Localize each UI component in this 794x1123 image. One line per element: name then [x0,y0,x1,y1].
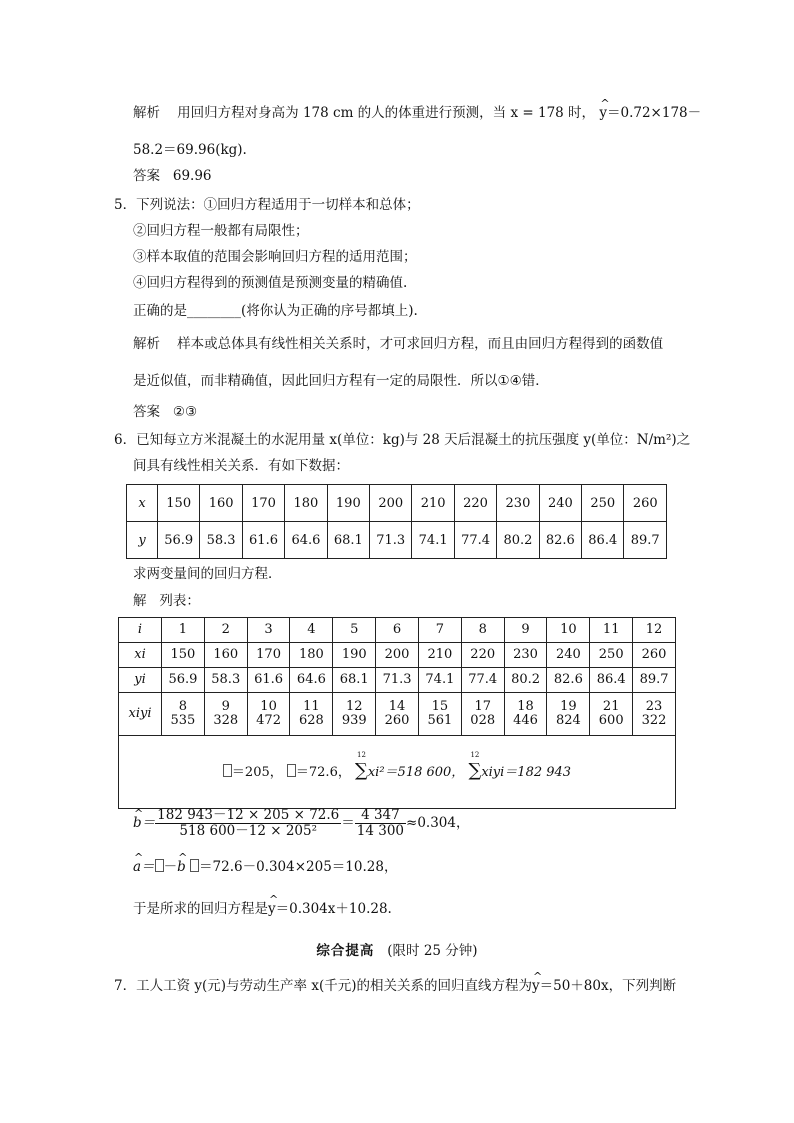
q7-number: 7． [114,978,137,994]
q5-option-3: ③样本取值的范围会影响回归方程的适用范围； [133,249,417,265]
x-cell: 190 [327,485,369,522]
table-row-xi [119,643,676,668]
yi-cell: 80.2 [504,668,547,693]
yi-cell: 58.3 [204,668,247,693]
y-cell: 80.2 [497,522,539,559]
yi-cell: 77.4 [461,668,504,693]
q5-stem-text: 下列说法：①回归方程适用于一切样本和总体； [136,197,420,213]
section-note: (限时 25 分钟) [387,943,478,959]
q4-analysis-line1 [133,104,701,122]
xi-cell: 240 [547,643,590,668]
xi-cell: 170 [247,643,290,668]
xi-cell: 180 [290,643,333,668]
sum-symbol-xy: ∑ 12 [468,751,482,781]
y-cell: 74.1 [412,522,454,559]
q6-ask: 求两变量间的回归方程． [133,566,282,582]
xiyi-bottom: 322 [641,713,667,728]
q6-number: 6． [114,432,137,448]
summary-xbar: ＝205， [231,765,283,780]
conclusion-eq: ^ y＝0.304x＋10.28. [268,900,392,918]
xiyi-top: 10 [260,699,277,714]
i-cell: 11 [590,618,633,643]
answer-label: 答案 [133,404,160,420]
x-cell: 220 [454,485,496,522]
summary-ybar: ＝72.6， [295,765,351,780]
solution-intro-text: 列表： [159,593,200,609]
summary-cell [119,736,676,809]
xiyi-top: 8 [178,699,188,714]
y-cell: 82.6 [539,522,581,559]
y-cell: 58.3 [200,522,242,559]
yi-cell: 82.6 [547,668,590,693]
y-cell: 61.6 [242,522,284,559]
i-cell: 6 [376,618,419,643]
summary-sum-xy: xiyi＝182 943 [481,765,572,780]
x-cell: 230 [497,485,539,522]
q5-answer-value: ②③ [172,404,198,420]
x-header: x [127,485,158,522]
xi-cell: 150 [162,643,205,668]
i-cell: 10 [547,618,590,643]
q5-number: 5． [114,197,137,213]
y-cell: 86.4 [582,522,624,559]
xiyi-top: 21 [602,699,620,714]
xiyi-top: 23 [645,699,663,714]
q4-answer [133,167,212,185]
i-cell: 12 [633,618,676,643]
y-cell: 89.7 [624,522,667,559]
computation-table [118,617,676,809]
xbar-symbol [190,859,199,872]
xiyi-top: 14 [388,699,406,714]
i-cell: 5 [333,618,376,643]
yi-cell: 86.4 [590,668,633,693]
xiyi-cell [461,693,504,736]
a-formula: ^ a＝ －^ b ＝72.6－0.304×205＝10.28， [133,858,397,876]
yi-cell: 64.6 [290,668,333,693]
q6-stem-line1 [114,431,690,449]
yi-cell: 89.7 [633,668,676,693]
q6-stem-line2: 间具有线性相关关系．有如下数据： [133,458,349,474]
yi-cell: 68.1 [333,668,376,693]
y-cell: 68.1 [327,522,369,559]
analysis-label: 解析 [133,336,160,352]
xi-cell: 210 [418,643,461,668]
i-cell: 7 [418,618,461,643]
y-header: y [127,522,158,559]
xiyi-bottom: 028 [470,713,496,728]
xiyi-bottom: 535 [170,713,196,728]
q7-stem-text: 工人工资 y(元)与劳动生产率 x(千元)的相关关系的回归直线方程为 [136,978,532,994]
i-cell: 4 [290,618,333,643]
xiyi-cell [333,693,376,736]
q5-analysis-text1: 样本或总体具有线性相关关系时，才可求回归方程，而且由回归方程得到的函数值 [177,336,664,352]
a-lhs: ^ a＝ [133,858,155,876]
xiyi-header: xiyi [119,693,162,736]
xiyi-cell [376,693,419,736]
xi-header: xi [119,643,162,668]
x-cell: 250 [582,485,624,522]
xiyi-cell [418,693,461,736]
table-row-xiyi [119,693,676,736]
a-rest: ＝72.6－0.304×205＝10.28， [199,859,398,875]
yi-cell: 61.6 [247,668,290,693]
b-symbol: ^ b [177,858,186,876]
xiyi-cell [290,693,333,736]
xi-cell: 250 [590,643,633,668]
xiyi-cell [633,693,676,736]
b-fraction-2: $\frac{4 347}{14 300}$ [356,807,405,839]
q6-solution-intro [133,592,200,610]
b-lhs: ^ b＝ [133,814,155,832]
q4-answer-value: 69.96 [172,168,212,184]
table-row-yi [119,668,676,693]
q5-option-2: ②回归方程一般都有局限性； [133,223,309,239]
xiyi-bottom: 328 [213,713,239,728]
xiyi-bottom: 939 [341,713,367,728]
q4-text-part1: 用回归方程对身高为 178 cm 的人的体重进行预测，当 [177,105,507,121]
x-cell: 170 [242,485,284,522]
y-cell: 64.6 [285,522,327,559]
xbar-symbol [223,764,232,777]
y-cell: 56.9 [158,522,200,559]
table-row-i [119,618,676,643]
yi-cell: 56.9 [162,668,205,693]
xiyi-top: 18 [517,699,534,714]
i-cell: 3 [247,618,290,643]
xiyi-cell [162,693,205,736]
q6-conclusion [133,900,392,918]
xiyi-cell [590,693,633,736]
x-cell: 150 [158,485,200,522]
y-cell: 71.3 [370,522,412,559]
xiyi-top: 9 [221,699,230,714]
xiyi-bottom: 260 [384,713,410,728]
q5-analysis-line2: 是近似值，而非精确值，因此回归方程有一定的局限性．所以①④错． [133,373,549,389]
i-cell: 9 [504,618,547,643]
b-result: ≈0.304， [406,815,470,831]
xiyi-bottom: 628 [298,713,324,728]
table-row-summary [119,736,676,809]
xiyi-bottom: 472 [256,713,281,728]
conclusion-prefix: 于是所求的回归方程是 [133,901,268,917]
xiyi-bottom: 600 [598,713,624,728]
table-row-y [127,522,667,559]
data-table [126,484,667,559]
solution-label: 解 [133,593,147,609]
xiyi-bottom: 446 [513,713,538,728]
yi-cell: 71.3 [376,668,419,693]
xi-cell: 190 [333,643,376,668]
q4-text-part2: x = 178 时， [510,105,596,121]
xiyi-top: 19 [560,699,577,714]
q5-stem [114,196,420,214]
xiyi-bottom: 561 [427,713,453,728]
xi-cell: 160 [204,643,247,668]
xiyi-top: 15 [431,699,449,714]
b-formula: ^ b＝ $\frac{182 943-12 \times 205 \times 72.6}{\text{518 600－12 × 205²}}$ ＝ $\frac{4 347}{14 300}$ ≈0.304， [133,808,470,839]
xiyi-bottom: 824 [555,713,581,728]
i-cell: 2 [204,618,247,643]
q7-eq: ^ y＝50＋80x，下列判断 [532,977,676,995]
xiyi-cell [504,693,547,736]
xiyi-top: 12 [345,699,363,714]
q5-answer [133,403,197,421]
q4-analysis-line2: 58.2＝69.96(kg). [133,142,247,158]
answer-label: 答案 [133,168,160,184]
ybar-symbol [155,859,164,872]
x-cell: 180 [285,485,327,522]
xiyi-cell [247,693,290,736]
q7-stem [114,977,676,995]
i-cell: 8 [461,618,504,643]
sum-symbol-x2: ∑ 12 [354,751,368,781]
x-cell: 200 [370,485,412,522]
ybar-symbol [287,764,296,777]
xiyi-cell [547,693,590,736]
xi-cell: 230 [504,643,547,668]
q5-analysis-line1 [133,335,663,353]
y-cell: 77.4 [454,522,496,559]
analysis-label: 解析 [133,105,160,121]
q4-text-part3: ^ y＝0.72×178－ [599,104,701,122]
b-fraction-1: $\frac{182 943-12 \times 205 \times 72.6}{\text{518 600－12 × 205²}}$ [157,807,340,839]
table-row-x [127,485,667,522]
yi-cell: 74.1 [418,668,461,693]
section-heading [0,939,794,959]
q6-stem-text1: 已知每立方米混凝土的水泥用量 x(单位：kg)与 28 天后混凝土的抗压强度 y(单位：N/m²)之 [136,432,691,448]
x-cell: 260 [624,485,667,522]
xi-cell: 200 [376,643,419,668]
section-title: 综合提高 [316,943,375,959]
i-cell: 1 [162,618,205,643]
xiyi-top: 17 [474,699,491,714]
q5-ask: 正确的是________(将你认为正确的序号都填上). [133,303,418,319]
x-cell: 240 [539,485,581,522]
xiyi-cell [204,693,247,736]
x-cell: 160 [200,485,242,522]
xiyi-top: 11 [303,699,320,714]
i-header: i [119,618,162,643]
summary-sum-x2: xi²＝518 600， [367,765,465,780]
yi-header: yi [119,668,162,693]
xi-cell: 220 [461,643,504,668]
xi-cell: 260 [633,643,676,668]
x-cell: 210 [412,485,454,522]
q5-option-4: ④回归方程得到的预测值是预测变量的精确值. [133,275,408,291]
